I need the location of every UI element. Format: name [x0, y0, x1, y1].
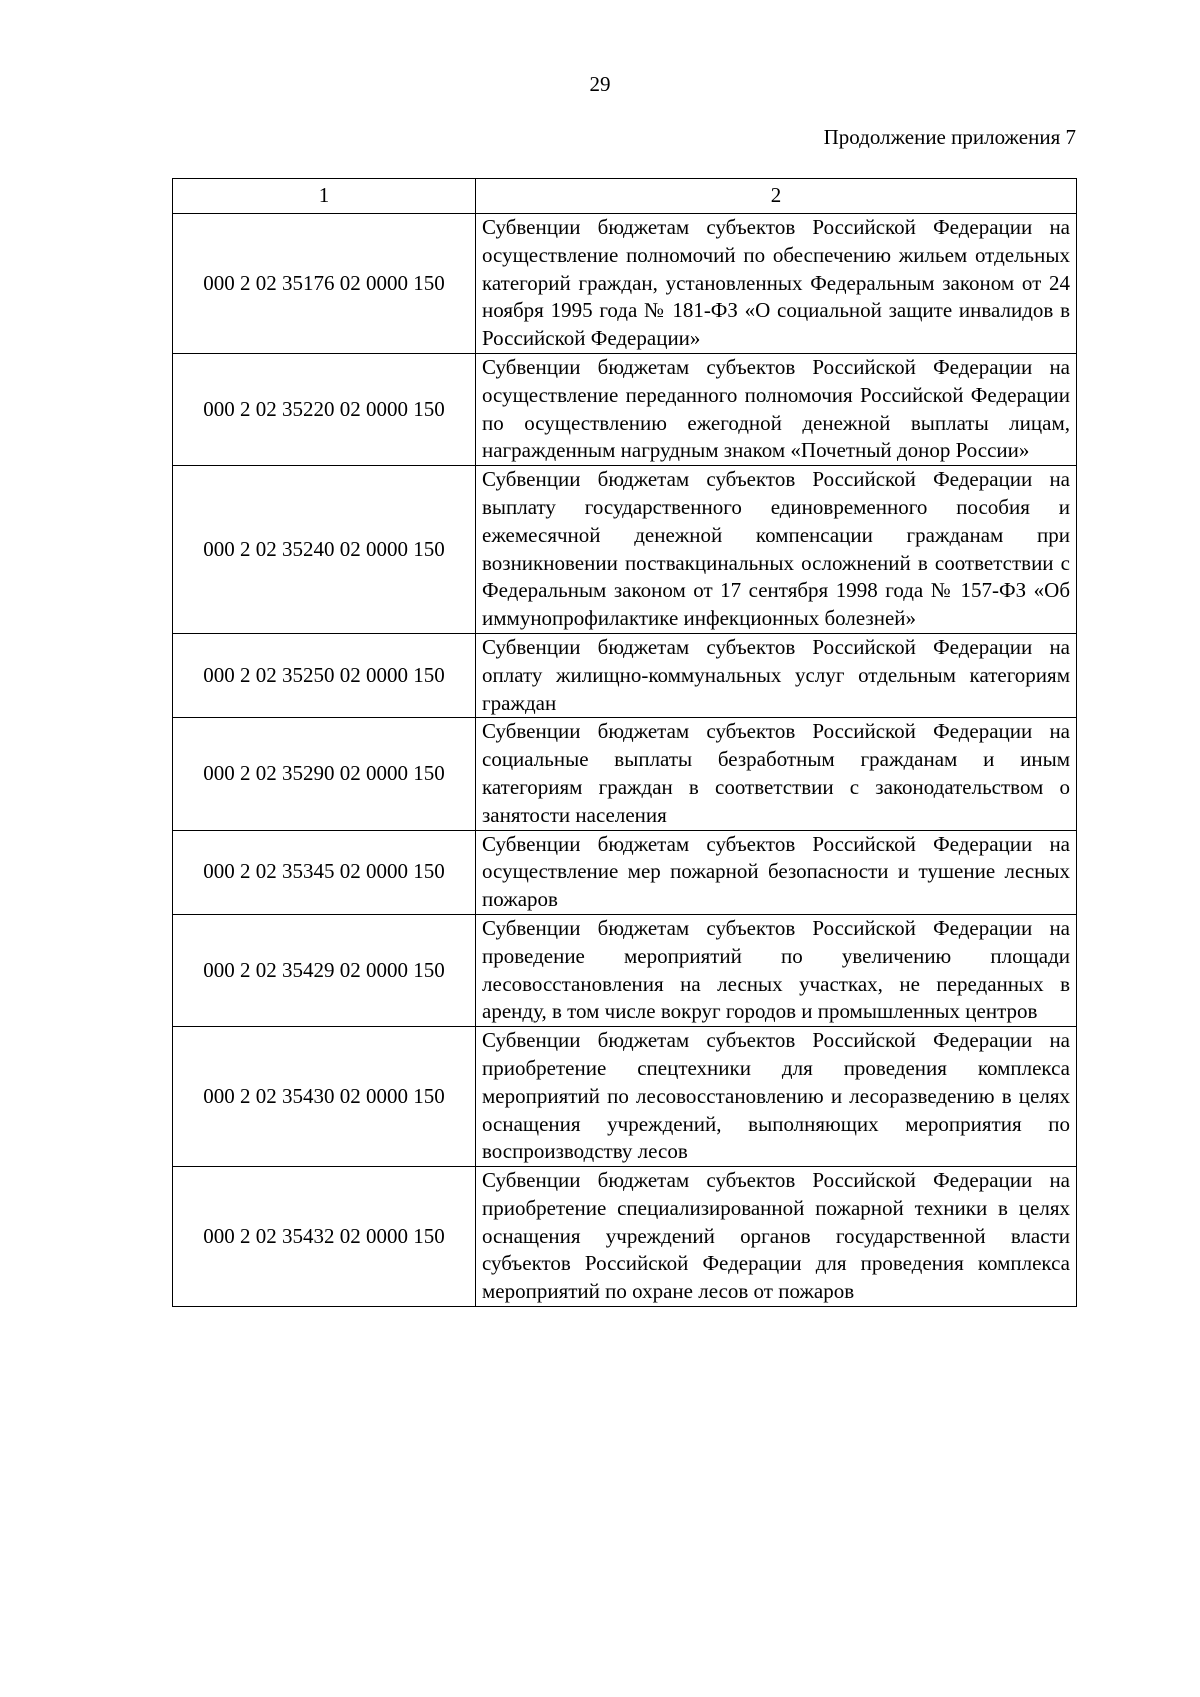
- table-row: [173, 353, 1077, 465]
- column-header-description: 2: [476, 179, 1077, 214]
- table-row: [173, 914, 1077, 1026]
- row-description: Субвенции бюджетам субъектов Российской Федерации на приобретение спецтехники для проведения комплекса мероприятий по лесовосстановлению и лесоразведению в целях оснащения учреждений, выполняющих мероприятия по воспроизводству лесов: [476, 1027, 1077, 1167]
- row-description: Субвенции бюджетам субъектов Российской Федерации на проведение мероприятий по увеличению площади лесовосстановления на лесных участках, не переданных в аренду, в том числе вокруг городов и промышленных центров: [476, 914, 1077, 1026]
- table-row: [173, 1027, 1077, 1167]
- page-number: 29: [589, 72, 611, 96]
- budget-code: 000 2 02 35432 02 0000 150: [173, 1167, 476, 1307]
- table-header-row: [173, 179, 1077, 214]
- row-description: Субвенции бюджетам субъектов Российской Федерации на осуществление переданного полномочия Российской Федерации по осуществлению ежегодной денежной выплаты лицам, награжденным нагрудным знаком «Почетный донор России»: [476, 353, 1077, 465]
- row-description: Субвенции бюджетам субъектов Российской Федерации на выплату государственного единовременного пособия и ежемесячной денежной компенсации гражданам при возникновении поствакцинальных осложнений в соответствии с Федеральным законом от 17 сентября 1998 года № 157-ФЗ «Об иммунопрофилактике инфекционных болезней»: [476, 466, 1077, 634]
- row-description: Субвенции бюджетам субъектов Российской Федерации на осуществление мер пожарной безопасности и тушение лесных пожаров: [476, 830, 1077, 914]
- budget-code: 000 2 02 35430 02 0000 150: [173, 1027, 476, 1167]
- budget-code: 000 2 02 35250 02 0000 150: [173, 633, 476, 717]
- continuation-label: Продолжение приложения 7: [823, 125, 1076, 149]
- row-description: Субвенции бюджетам субъектов Российской Федерации на приобретение специализированной пожарной техники в целях оснащения учреждений органов государственной власти субъектов Российской Федерации для проведения комплекса мероприятий по охране лесов от пожаров: [476, 1167, 1077, 1307]
- classification-table: [172, 178, 1077, 1307]
- row-description: Субвенции бюджетам субъектов Российской Федерации на осуществление полномочий по обеспечению жильем отдельных категорий граждан, установленных Федеральным законом от 24 ноября 1995 года № 181-ФЗ «О социальной защите инвалидов в Российской Федерации»: [476, 214, 1077, 354]
- row-description: Субвенции бюджетам субъектов Российской Федерации на социальные выплаты безработным гражданам и иным категориям граждан в соответствии с законодательством о занятости населения: [476, 718, 1077, 830]
- table-row: [173, 718, 1077, 830]
- table-row: [173, 466, 1077, 634]
- budget-code: 000 2 02 35220 02 0000 150: [173, 353, 476, 465]
- budget-code: 000 2 02 35429 02 0000 150: [173, 914, 476, 1026]
- table-row: [173, 214, 1077, 354]
- column-header-code: 1: [173, 179, 476, 214]
- table-row: [173, 633, 1077, 717]
- table-row: [173, 830, 1077, 914]
- budget-code: 000 2 02 35240 02 0000 150: [173, 466, 476, 634]
- row-description: Субвенции бюджетам субъектов Российской Федерации на оплату жилищно-коммунальных услуг отдельным категориям граждан: [476, 633, 1077, 717]
- budget-code: 000 2 02 35176 02 0000 150: [173, 214, 476, 354]
- budget-code: 000 2 02 35290 02 0000 150: [173, 718, 476, 830]
- table-row: [173, 1167, 1077, 1307]
- budget-code: 000 2 02 35345 02 0000 150: [173, 830, 476, 914]
